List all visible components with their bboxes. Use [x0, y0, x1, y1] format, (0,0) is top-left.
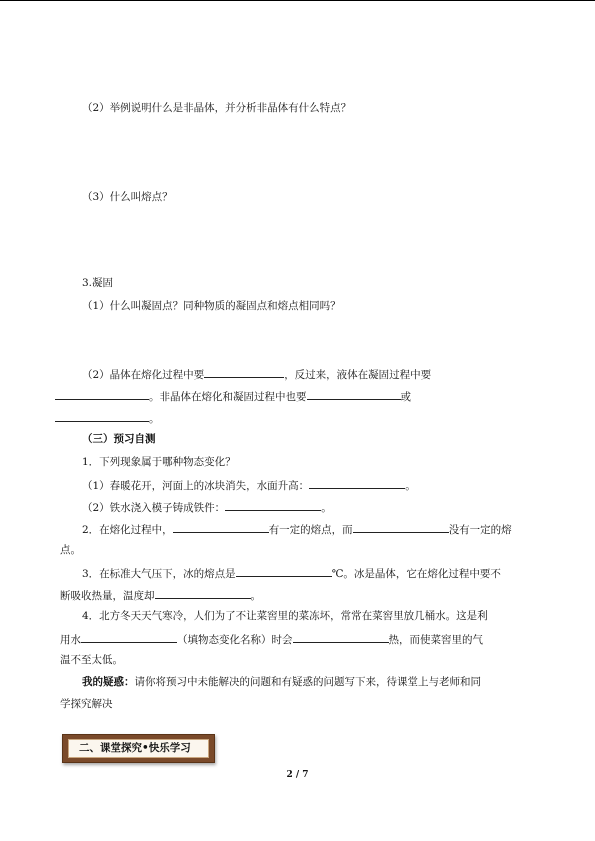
- answer-blank[interactable]: [173, 521, 269, 533]
- section-banner-label: 二、课堂探究•快乐学习: [68, 739, 209, 758]
- section-3-question-1: （1）什么叫凝固点？同种物质的凝固点和熔点相同吗？: [82, 300, 341, 312]
- text: 热，而使菜窖里的气: [388, 634, 483, 646]
- text: 。: [405, 480, 416, 492]
- page-number: 2 / 7: [286, 770, 309, 780]
- doubts-line-2: 学探究解决: [60, 698, 113, 710]
- self-test-item-4-line-2: [60, 631, 483, 647]
- top-rule: [0, 0, 595, 1]
- section-3-question-2-line-2: [55, 388, 411, 404]
- section-banner: [62, 734, 215, 763]
- doubts-label: 我的疑惑：: [82, 676, 135, 688]
- text: 。: [250, 590, 261, 602]
- answer-blank[interactable]: [309, 477, 405, 489]
- text: 。非晶体在熔化和凝固过程中也要: [149, 391, 307, 403]
- text: 3．在标准大气压下，冰的熔点是: [82, 568, 236, 580]
- question-2: （2）举例说明什么是非晶体，并分析非晶体有什么特点？: [82, 102, 352, 114]
- answer-blank[interactable]: [204, 366, 284, 378]
- text: （2）晶体在熔化过程中要: [82, 369, 205, 381]
- text: ℃。冰是晶体，它在熔化过程中要不: [331, 568, 501, 580]
- doubts-text: 请你将预习中未能解决的问题和有疑惑的问题写下来，待课堂上与老师和同: [134, 676, 481, 688]
- section-3-title: 3.凝固: [82, 277, 114, 289]
- section-3-question-2-line-3: [55, 410, 160, 426]
- answer-blank[interactable]: [55, 388, 149, 400]
- answer-blank[interactable]: [155, 587, 251, 599]
- text: 用水: [60, 634, 81, 646]
- self-test-item-3-line-2: [60, 587, 261, 603]
- text: ，反过来，液体在凝固过程中要: [284, 369, 432, 381]
- self-test-item-4-line-3: 温不至太低。: [60, 654, 123, 666]
- self-test-item-1-2: [82, 499, 332, 515]
- section-3-question-2-line-1: [82, 366, 431, 382]
- answer-blank[interactable]: [353, 521, 449, 533]
- answer-blank[interactable]: [293, 631, 389, 643]
- self-test-item-2-line-2: 点。: [60, 544, 81, 556]
- text: 。: [321, 502, 332, 514]
- answer-blank[interactable]: [55, 410, 149, 422]
- self-test-item-3-line-1: [82, 565, 501, 581]
- answer-blank[interactable]: [307, 388, 401, 400]
- self-test-item-2-line-1: [82, 521, 512, 537]
- text: （2）铁水浇入模子铸成铁件：: [82, 502, 226, 514]
- text: 断吸收热量，温度却: [60, 590, 155, 602]
- text: 或: [400, 391, 411, 403]
- text: 没有一定的熔: [448, 524, 512, 536]
- answer-blank[interactable]: [225, 499, 321, 511]
- answer-blank[interactable]: [81, 631, 177, 643]
- self-test-heading: （三）预习自测: [82, 433, 156, 445]
- text: 。: [149, 413, 160, 425]
- text: 有一定的熔点，而: [268, 524, 353, 536]
- self-test-item-1-1: [82, 477, 416, 493]
- self-test-item-4-line-1: 4．北方冬天天气寒冷，人们为了不让菜窖里的菜冻坏，常常在菜窖里放几桶水。这是利: [82, 610, 488, 622]
- self-test-item-1: 1．下列现象属于哪种物态变化？: [82, 456, 236, 468]
- doubts-line-1: [82, 675, 481, 689]
- question-3: （3）什么叫熔点？: [82, 191, 173, 203]
- text: （1）春暖花开，河面上的冰块消失，水面升高：: [82, 480, 310, 492]
- answer-blank[interactable]: [236, 565, 332, 577]
- text: 2．在熔化过程中，: [82, 524, 173, 536]
- text: （填物态变化名称）时会: [177, 634, 293, 646]
